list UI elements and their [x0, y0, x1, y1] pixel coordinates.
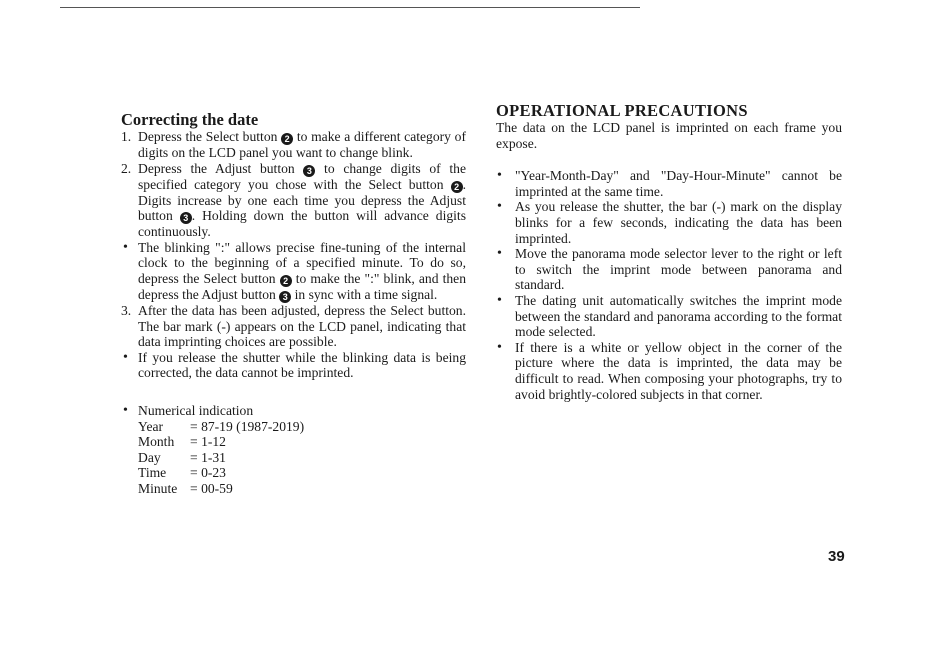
step-text: The blinking ":" allows precise fine-tuning of the internal clock to the beginning of a specified minute. To do so, depress the Select button	[138, 239, 466, 286]
page-number: 39	[828, 548, 845, 565]
step-number: 2.	[121, 160, 132, 176]
numerical-row	[138, 434, 466, 450]
select-button-ref-icon: 2	[281, 133, 293, 145]
bullet-marker: •	[123, 349, 128, 365]
correcting-step-item	[121, 350, 466, 381]
section-title-operational-precautions: OPERATIONAL PRECAUTIONS	[496, 101, 748, 120]
bullet-marker: •	[497, 199, 502, 215]
correcting-step-item	[121, 129, 466, 161]
numerical-label: Day	[138, 449, 161, 465]
adjust-button-ref-icon: 3	[180, 212, 192, 224]
bullet-marker: •	[497, 246, 502, 262]
select-button-ref-icon: 2	[451, 181, 463, 193]
precaution-item	[496, 246, 842, 293]
numerical-value: = 00-59	[190, 480, 233, 496]
precaution-item	[496, 293, 842, 340]
step-text: Depress the Adjust button	[138, 160, 304, 176]
bullet-marker: •	[497, 339, 502, 355]
bullet-marker: •	[123, 402, 128, 418]
step-number: 1.	[121, 129, 132, 144]
left-column	[121, 110, 466, 497]
numerical-value: = 87-19 (1987-2019)	[190, 418, 305, 434]
precautions-list	[496, 168, 842, 402]
precaution-item	[496, 168, 842, 199]
precaution-text: The dating unit automatically switches the imprint mode between the standard and panorama according to the format mode selected.	[515, 292, 842, 340]
numerical-indication-item	[121, 403, 466, 419]
numerical-row	[138, 465, 466, 481]
numerical-label: Time	[138, 465, 167, 481]
correcting-step-item	[121, 240, 466, 303]
numerical-value: = 1-31	[190, 449, 226, 465]
numerical-value: = 0-23	[190, 465, 226, 481]
numerical-value: = 1-12	[190, 434, 226, 450]
numerical-label: Month	[138, 434, 175, 450]
precaution-text: "Year-Month-Day" and "Day-Hour-Minute" cannot be imprinted at the same time.	[515, 168, 842, 199]
precaution-item	[496, 340, 842, 402]
numerical-label: Minute	[138, 480, 178, 496]
numerical-row	[138, 481, 466, 497]
precaution-text: As you release the shutter, the bar (-) mark on the display blinks for a few seconds, indicating the data has been imprinted.	[515, 199, 842, 246]
numerical-label: Year	[138, 418, 164, 434]
bullet-marker: •	[123, 239, 128, 255]
top-rule	[60, 7, 640, 8]
bullet-marker: •	[497, 168, 502, 184]
numerical-row	[138, 419, 466, 435]
numerical-indication-heading: Numerical indication	[138, 402, 254, 418]
step-number: 3.	[121, 302, 132, 318]
select-button-ref-icon: 2	[280, 275, 292, 287]
right-column	[496, 101, 842, 402]
numerical-indication-block	[121, 403, 466, 497]
step-text: in sync with a time signal.	[291, 286, 438, 302]
correcting-step-item	[121, 303, 466, 350]
adjust-button-ref-icon: 3	[279, 291, 291, 303]
correcting-step-item	[121, 161, 466, 240]
precaution-text: Move the panorama mode selector lever to the right or left to switch the imprint mode between panorama and standard.	[515, 246, 842, 293]
step-text: Depress the Select button	[138, 129, 282, 144]
step-text: After the data has been adjusted, depress the Select button. The bar mark (-) appears on the LCD panel, indicating that data imprinting choices are possible.	[138, 302, 466, 350]
step-text: to change digits of the specified category you chose with the Select button	[138, 160, 467, 192]
numerical-row	[138, 450, 466, 466]
correcting-steps-list	[121, 129, 466, 381]
step-text: to make the ":" blink, and then depress the Adjust button	[138, 270, 466, 302]
precaution-item	[496, 199, 842, 246]
bullet-marker: •	[497, 292, 502, 308]
precautions-intro: The data on the LCD panel is imprinted on each frame you expose.	[496, 120, 842, 151]
adjust-button-ref-icon: 3	[303, 165, 315, 177]
step-text: . Digits increase by one each time you depress the Adjust button	[138, 176, 466, 224]
step-text: If you release the shutter while the blinking data is being corrected, the data cannot be imprinted.	[138, 349, 466, 381]
step-text: to make a different category of digits on the LCD panel you want to change blink.	[138, 129, 466, 160]
numerical-ranges-table	[138, 419, 466, 497]
step-text: . Holding down the button will advance digits continuously.	[138, 208, 466, 240]
section-title-correcting-date: Correcting the date	[121, 110, 259, 129]
precaution-text: If there is a white or yellow object in the corner of the picture where the data is imprinted, the data may be difficult to read. When composing your photographs, try to avoid brightly-colored subjects in that corner.	[515, 339, 842, 402]
